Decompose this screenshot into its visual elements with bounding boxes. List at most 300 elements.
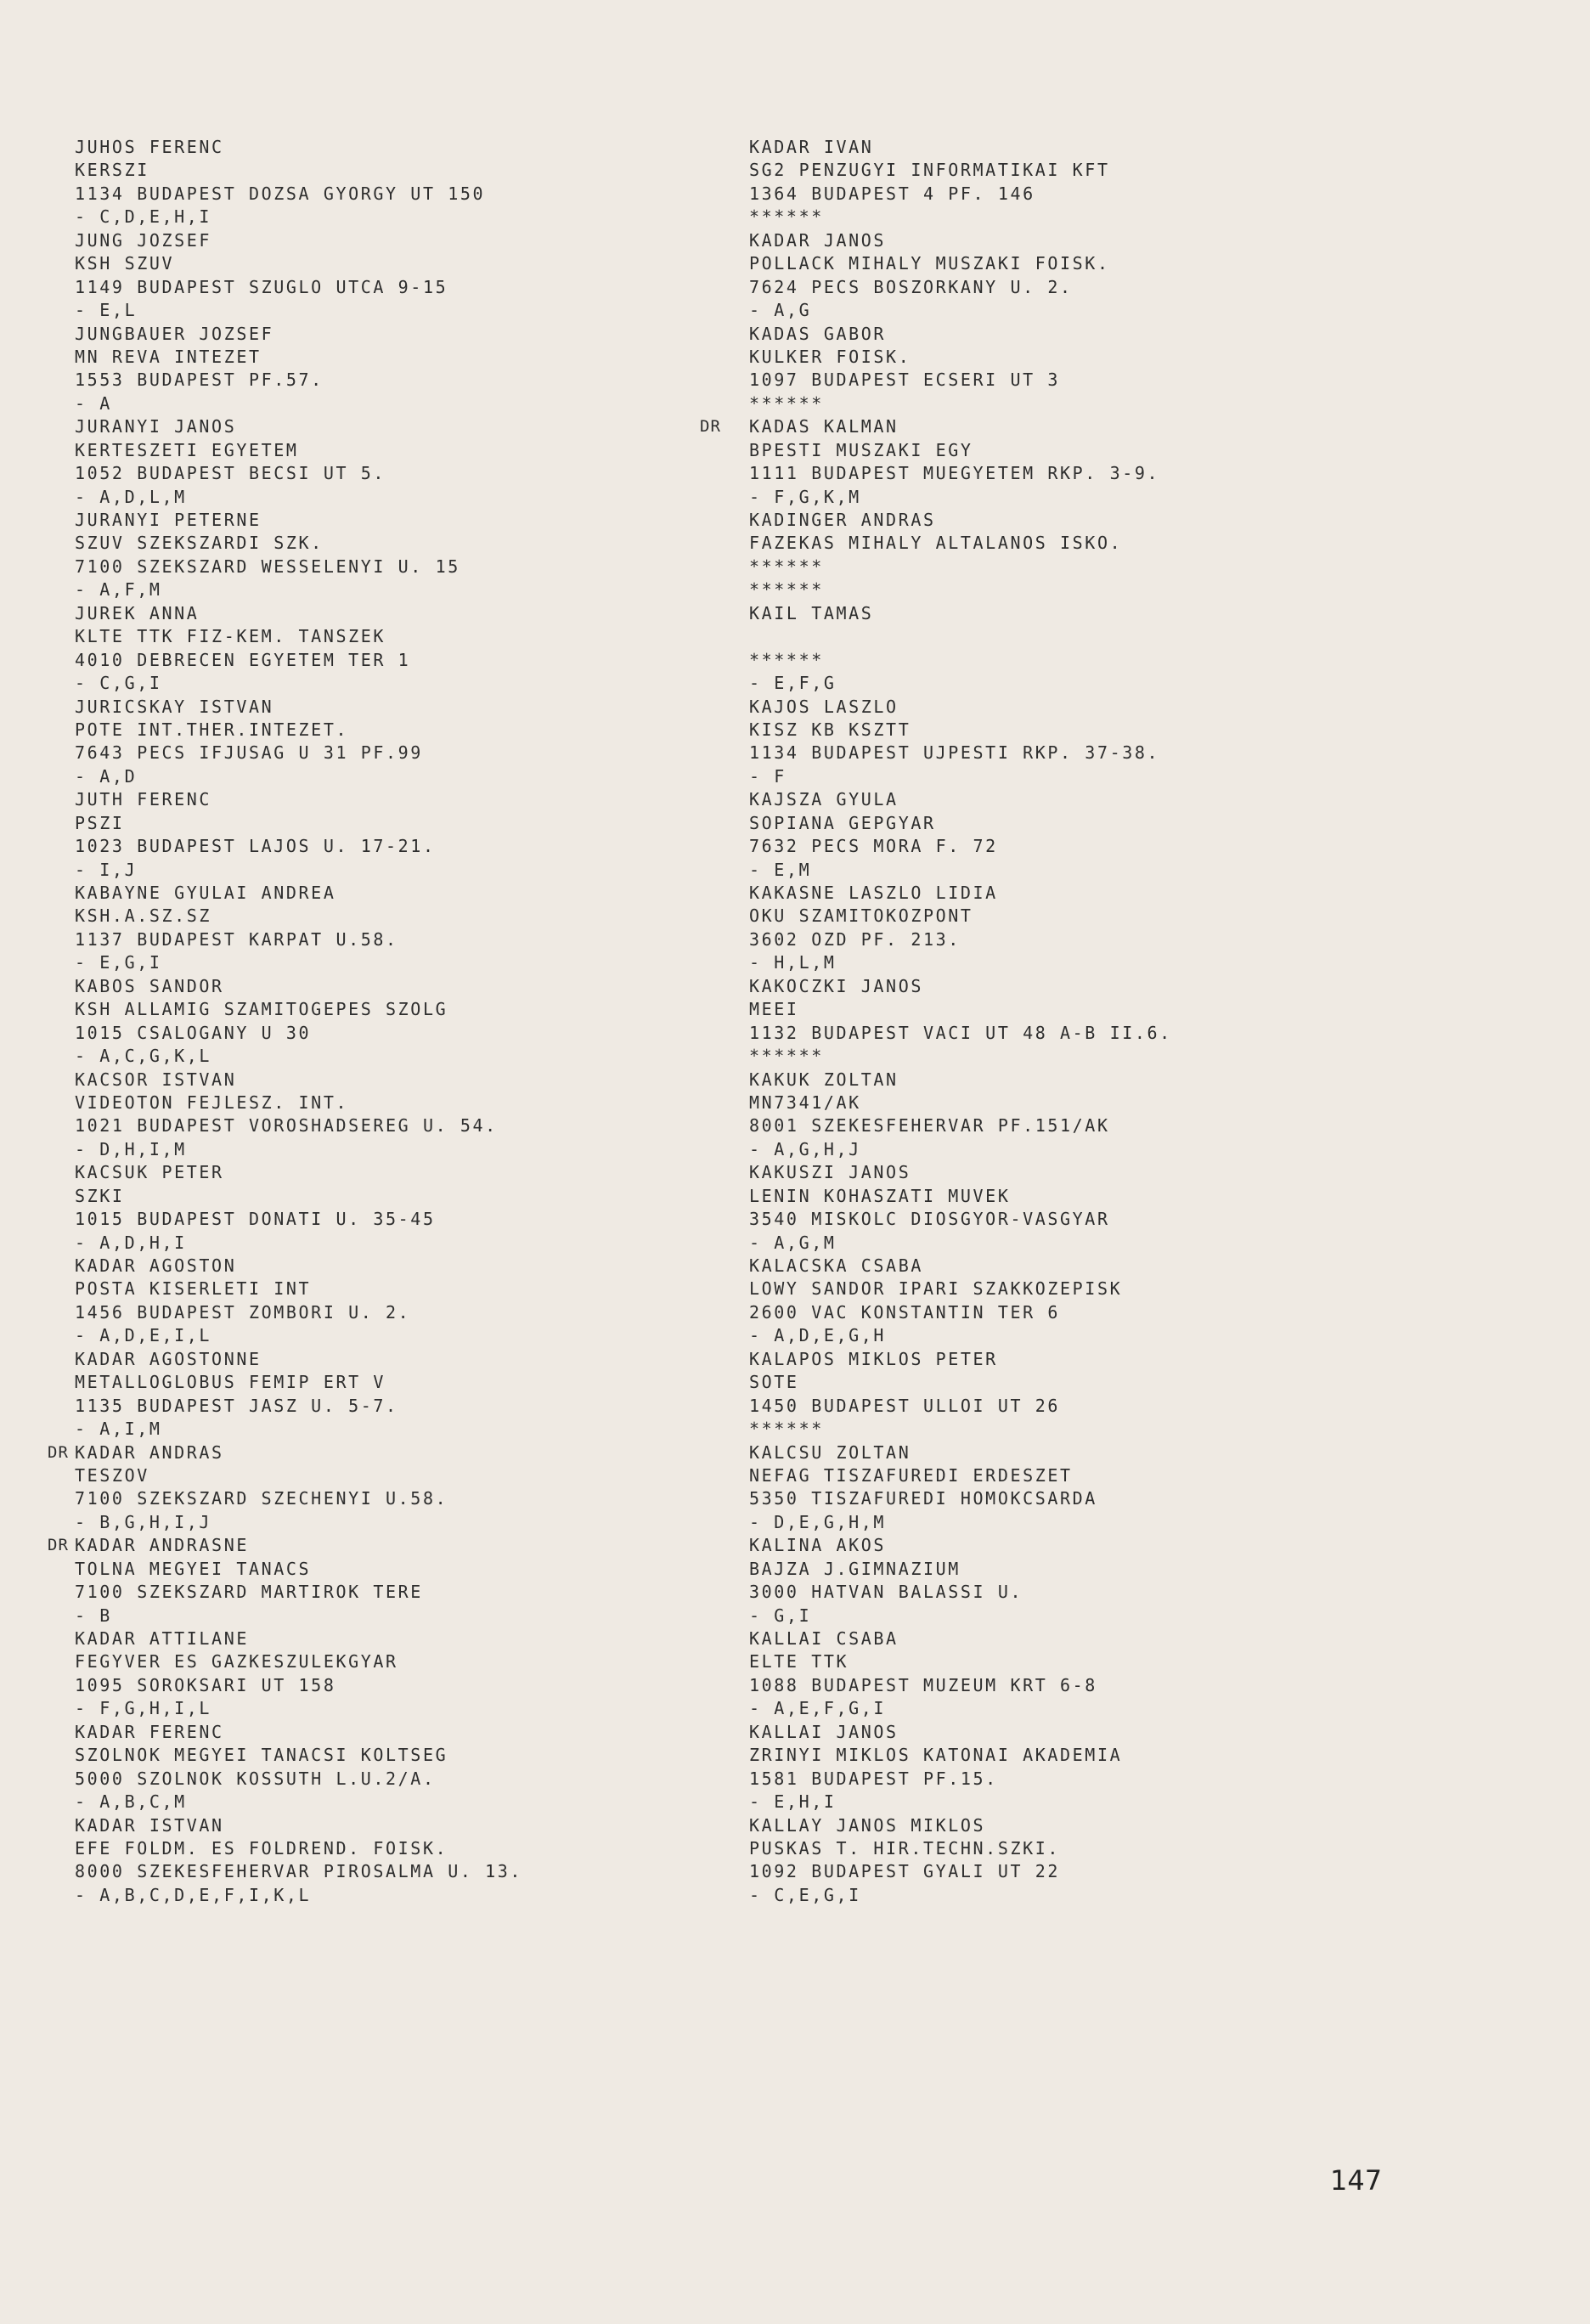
line-text: FEGYVER ES GAZKESZULEKGYAR (75, 1651, 398, 1672)
line-text: POSTA KISERLETI INT (75, 1278, 312, 1300)
line-text: KAKUK ZOLTAN (749, 1069, 899, 1090)
directory-line (75, 1161, 720, 1184)
directory-line (749, 975, 1395, 998)
line-text: JUTH FERENC (75, 789, 212, 810)
line-text: KALLAI CSABA (749, 1628, 899, 1649)
directory-line (749, 486, 1395, 509)
line-text: 1015 CSALOGANY U 30 (75, 1022, 312, 1043)
directory-line (749, 1464, 1395, 1487)
line-text: - E,H,I (749, 1791, 837, 1813)
line-text: - F,G,H,I,L (75, 1698, 212, 1719)
line-text: - G,I (749, 1605, 812, 1626)
directory-line (75, 1348, 720, 1371)
line-text: - E,G,I (75, 952, 162, 973)
directory-line (749, 602, 1395, 625)
line-text: - C,D,E,H,I (75, 206, 212, 228)
directory-line (749, 206, 1395, 228)
directory-line (75, 951, 720, 974)
line-text: FAZEKAS MIHALY ALTALANOS ISKO. (749, 533, 1123, 554)
line-text: SZKI (75, 1185, 125, 1206)
directory-line (749, 439, 1395, 462)
line-text: KALINA AKOS (749, 1535, 887, 1556)
line-text: KADAR ISTVAN (75, 1814, 224, 1836)
line-text: - A,C,G,K,L (75, 1046, 212, 1067)
directory-line (749, 1791, 1395, 1814)
line-text: 4010 DEBRECEN EGYETEM TER 1 (75, 649, 411, 670)
line-text: 3540 MISKOLC DIOSGYOR-VASGYAR (749, 1209, 1110, 1230)
line-text: KABAYNE GYULAI ANDREA (75, 883, 336, 903)
line-text: KADAR AGOSTON (75, 1255, 237, 1276)
line-text: 7100 SZEKSZARD MARTIROK TERE (75, 1582, 423, 1603)
directory-line (749, 859, 1395, 882)
directory-line (75, 276, 720, 299)
directory-line (749, 1395, 1395, 1418)
line-text: TESZOV (75, 1464, 149, 1486)
line-text: 1135 BUDAPEST JASZ U. 5-7. (75, 1395, 398, 1416)
directory-line (749, 532, 1395, 555)
directory-line (75, 905, 720, 928)
directory-line (75, 1558, 720, 1581)
directory-line (749, 462, 1395, 485)
directory-line (749, 183, 1395, 206)
directory-line (75, 1069, 720, 1091)
line-text: KERSZI (75, 160, 149, 181)
line-text: 1450 BUDAPEST ULLOI UT 26 (749, 1395, 1061, 1416)
line-text: - A,B,C,D,E,F,I,K,L (75, 1884, 312, 1905)
line-text: 5000 SZOLNOK KOSSUTH L.U.2/A. (75, 1768, 436, 1789)
directory-line (75, 206, 720, 228)
directory-line (75, 1650, 720, 1673)
line-text: 1088 BUDAPEST MUZEUM KRT 6-8 (749, 1674, 1097, 1695)
line-text: KADAR ATTILANE (75, 1628, 249, 1649)
directory-line (75, 1278, 720, 1300)
directory-line (75, 1674, 720, 1697)
directory-line (700, 415, 1395, 438)
directory-line (749, 1697, 1395, 1720)
line-text: 1021 BUDAPEST VOROSHADSEREG U. 54. (75, 1115, 498, 1137)
directory-line (75, 1022, 720, 1045)
line-text: - B,G,H,I,J (75, 1511, 212, 1532)
line-text: KALACSKA CSABA (749, 1255, 923, 1276)
line-text: BPESTI MUSZAKI EGY (749, 439, 973, 460)
line-text: 1581 BUDAPEST PF.15. (749, 1768, 998, 1789)
line-text: NEFAG TISZAFUREDI ERDESZET (749, 1464, 1073, 1486)
line-text: - E,M (749, 859, 812, 880)
directory-line (75, 1371, 720, 1394)
page-number: 147 (1330, 2164, 1383, 2197)
directory-line (75, 788, 720, 811)
directory-line (749, 1348, 1395, 1371)
directory-line (48, 1534, 720, 1557)
directory-line (75, 532, 720, 555)
directory-line (749, 672, 1395, 695)
line-text: 1023 BUDAPEST LAJOS U. 17-21. (75, 836, 436, 857)
line-text: KALLAY JANOS MIKLOS (749, 1814, 986, 1836)
directory-line (749, 951, 1395, 974)
left-column (48, 136, 720, 1907)
directory-line (749, 1255, 1395, 1278)
directory-line (749, 742, 1395, 764)
line-text: 8000 SZEKESFEHERVAR PIROSALMA U. 13. (75, 1861, 523, 1882)
directory-line (749, 578, 1395, 601)
line-text: KULKER FOISK. (749, 346, 911, 367)
line-text: - A,G,M (749, 1232, 837, 1253)
line-text: KADAR ANDRAS (75, 1441, 224, 1463)
line-text: 1364 BUDAPEST 4 PF. 146 (749, 183, 1035, 204)
line-text: 1052 BUDAPEST BECSI UT 5. (75, 463, 386, 484)
directory-line (749, 1441, 1395, 1464)
directory-line (75, 1138, 720, 1161)
directory-line (75, 928, 720, 951)
line-text: - A,D,H,I (75, 1232, 187, 1253)
line-text: 5350 TISZAFUREDI HOMOKCSARDA (749, 1488, 1097, 1509)
line-text: KADAR ANDRASNE (75, 1535, 249, 1556)
directory-line (75, 1860, 720, 1883)
line-text: ****** (749, 579, 824, 601)
directory-line (75, 1697, 720, 1720)
directory-line (749, 323, 1395, 346)
line-text: 1456 BUDAPEST ZOMBORI U. 2. (75, 1301, 411, 1323)
directory-line (749, 928, 1395, 951)
directory-line (749, 299, 1395, 322)
line-text: SG2 PENZUGYI INFORMATIKAI KFT (749, 160, 1110, 181)
line-text: 1149 BUDAPEST SZUGLO UTCA 9-15 (75, 276, 448, 297)
line-text: METALLOGLOBUS FEMIP ERT V (75, 1372, 386, 1393)
directory-line (75, 229, 720, 252)
directory-line (749, 1418, 1395, 1441)
directory-line (75, 1721, 720, 1744)
directory-line (75, 252, 720, 275)
directory-line (749, 1324, 1395, 1347)
directory-line (75, 1814, 720, 1837)
line-text: - B (75, 1605, 112, 1626)
directory-line (75, 159, 720, 182)
line-text: KAJOS LASZLO (749, 696, 899, 717)
line-text: - A,D (75, 765, 138, 787)
directory-line (749, 1487, 1395, 1510)
line-text: - F,G,K,M (749, 486, 861, 507)
line-text: ****** (749, 649, 824, 670)
directory-line (749, 1114, 1395, 1137)
line-text: 1134 BUDAPEST UJPESTI RKP. 37-38. (749, 742, 1160, 764)
right-column (700, 136, 1395, 1907)
directory-line (749, 1208, 1395, 1231)
directory-line (75, 859, 720, 882)
line-text: JUHOS FERENC (75, 137, 224, 157)
line-text: 1137 BUDAPEST KARPAT U.58. (75, 928, 398, 950)
directory-line (749, 346, 1395, 369)
directory-line (75, 323, 720, 346)
line-text: 3602 OZD PF. 213. (749, 928, 961, 950)
directory-line (749, 1022, 1395, 1045)
directory-line (75, 1301, 720, 1324)
directory-line (75, 1884, 720, 1907)
directory-line (749, 1301, 1395, 1324)
directory-line (75, 136, 720, 159)
line-text: ELTE TTK (749, 1651, 849, 1672)
directory-line (749, 835, 1395, 858)
directory-line (749, 1091, 1395, 1114)
directory-line (75, 602, 720, 625)
directory-line (749, 276, 1395, 299)
title-prefix: DR (700, 417, 721, 437)
line-text: - A,D,L,M (75, 486, 187, 507)
line-text: MEEI (749, 999, 799, 1020)
directory-line (75, 835, 720, 858)
directory-line (749, 1232, 1395, 1255)
directory-line (749, 1534, 1395, 1557)
line-text: ****** (749, 206, 824, 228)
directory-line (75, 765, 720, 788)
line-text: KISZ KB KSZTT (749, 719, 911, 740)
line-text: - C,E,G,I (749, 1884, 861, 1905)
directory-line (75, 369, 720, 392)
line-text: 7100 SZEKSZARD WESSELENYI U. 15 (75, 556, 460, 577)
directory-line (749, 998, 1395, 1021)
line-text: JUREK ANNA (75, 602, 200, 623)
directory-line (749, 556, 1395, 578)
directory-line (75, 719, 720, 742)
directory-line (75, 649, 720, 672)
directory-line (75, 1091, 720, 1114)
line-text: KADAS KALMAN (749, 416, 899, 437)
directory-line (75, 1418, 720, 1441)
line-text: - F (749, 765, 787, 787)
line-text: KAKUSZI JANOS (749, 1162, 911, 1183)
directory-line (75, 392, 720, 415)
directory-line (749, 1511, 1395, 1534)
directory-line (75, 882, 720, 905)
line-text: KADAR IVAN (749, 137, 874, 157)
line-text: MN REVA INTEZET (75, 346, 262, 367)
directory-line (749, 1161, 1395, 1184)
line-text: - A,E,F,G,I (749, 1698, 887, 1719)
line-text: - A,I,M (75, 1419, 162, 1440)
directory-line (75, 1791, 720, 1814)
directory-line (75, 1395, 720, 1418)
directory-line (749, 882, 1395, 905)
line-text: - D,H,I,M (75, 1138, 187, 1159)
directory-line (75, 742, 720, 764)
directory-line (75, 439, 720, 462)
directory-line (749, 765, 1395, 788)
directory-line (749, 1674, 1395, 1697)
directory-line (75, 1487, 720, 1510)
directory-line (749, 509, 1395, 532)
title-prefix: DR (48, 1442, 69, 1462)
directory-line (749, 1650, 1395, 1673)
line-text: - I,J (75, 859, 138, 880)
line-text: KAIL TAMAS (749, 602, 874, 623)
directory-line (75, 1464, 720, 1487)
line-text: KADINGER ANDRAS (749, 510, 936, 530)
line-text: POLLACK MIHALY MUSZAKI FOISK. (749, 253, 1110, 274)
line-text: SOPIANA GEPGYAR (749, 812, 936, 833)
line-text: - C,G,I (75, 673, 162, 694)
line-text: ****** (749, 1419, 824, 1440)
line-text: VIDEOTON FEJLESZ. INT. (75, 1091, 349, 1113)
directory-line (749, 1721, 1395, 1744)
line-text: 7632 PECS MORA F. 72 (749, 836, 998, 857)
line-text: KSH SZUV (75, 253, 175, 274)
line-text: ZRINYI MIKLOS KATONAI AKADEMIA (749, 1745, 1123, 1766)
line-text: - E,L (75, 300, 138, 321)
line-text: - A,B,C,M (75, 1791, 187, 1813)
line-text: - A,G,H,J (749, 1138, 861, 1159)
directory-line (75, 812, 720, 835)
line-text: - A,G (749, 300, 812, 321)
directory-line (749, 649, 1395, 672)
line-text: LOWY SANDOR IPARI SZAKKOZEPISK (749, 1278, 1123, 1300)
directory-line (75, 1208, 720, 1231)
line-text: KLTE TTK FIZ-KEM. TANSZEK (75, 626, 386, 647)
line-text: 8001 SZEKESFEHERVAR PF.151/AK (749, 1115, 1110, 1137)
directory-line (749, 1768, 1395, 1791)
directory-line (75, 1232, 720, 1255)
directory-line (75, 578, 720, 601)
line-text: - A,D,E,G,H (749, 1325, 887, 1346)
directory-line (749, 1371, 1395, 1394)
directory-line (75, 1627, 720, 1650)
directory-line (75, 1768, 720, 1791)
line-text: TOLNA MEGYEI TANACS (75, 1558, 312, 1579)
line-text: EFE FOLDM. ES FOLDREND. FOISK. (75, 1837, 448, 1859)
line-text: 7643 PECS IFJUSAG U 31 PF.99 (75, 742, 423, 764)
line-text: ****** (749, 556, 824, 577)
directory-line (749, 1605, 1395, 1627)
directory-line (749, 252, 1395, 275)
line-text: KAJSZA GYULA (749, 789, 899, 810)
line-text: 1097 BUDAPEST ECSERI UT 3 (749, 369, 1061, 391)
directory-line (749, 1278, 1395, 1300)
line-text: JUNG JOZSEF (75, 229, 212, 251)
line-text: KALAPOS MIKLOS PETER (749, 1348, 998, 1369)
directory-line (75, 183, 720, 206)
directory-line (75, 486, 720, 509)
line-text: 7100 SZEKSZARD SZECHENYI U.58. (75, 1488, 448, 1509)
directory-line (749, 229, 1395, 252)
line-text: SZOLNOK MEGYEI TANACSI KOLTSEG (75, 1745, 448, 1766)
directory-line (749, 1837, 1395, 1860)
line-text: SZUV SZEKSZARDI SZK. (75, 533, 324, 554)
line-text: OKU SZAMITOKOZPONT (749, 905, 973, 927)
line-text: 1134 BUDAPEST DOZSA GYORGY UT 150 (75, 183, 486, 204)
directory-line (749, 369, 1395, 392)
line-text: 1095 SOROKSARI UT 158 (75, 1674, 336, 1695)
directory-line (749, 1138, 1395, 1161)
line-text: LENIN KOHASZATI MUVEK (749, 1185, 1011, 1206)
line-text: - E,F,G (749, 673, 837, 694)
line-text: KADAR FERENC (75, 1721, 224, 1742)
line-text: KADAR AGOSTONNE (75, 1348, 262, 1369)
line-text: KACSOR ISTVAN (75, 1069, 237, 1090)
directory-line (75, 1837, 720, 1860)
directory-line (749, 1744, 1395, 1767)
directory-line (749, 1045, 1395, 1068)
line-text: PSZI (75, 812, 125, 833)
directory-line (749, 1814, 1395, 1837)
directory-line (75, 998, 720, 1021)
line-text: KSH.A.SZ.SZ (75, 905, 212, 927)
line-text: KSH ALLAMIG SZAMITOGEPES SZOLG (75, 999, 448, 1020)
line-text: JURANYI PETERNE (75, 510, 262, 530)
directory-line (75, 1114, 720, 1137)
directory-line (749, 159, 1395, 182)
line-text: PUSKAS T. HIR.TECHN.SZKI. (749, 1837, 1061, 1859)
directory-line (75, 672, 720, 695)
line-text: 7624 PECS BOSZORKANY U. 2. (749, 276, 1073, 297)
title-prefix: DR (48, 1536, 69, 1555)
line-text: - A,F,M (75, 579, 162, 601)
directory-line (75, 462, 720, 485)
line-text: 1092 BUDAPEST GYALI UT 22 (749, 1861, 1061, 1882)
directory-line (749, 1860, 1395, 1883)
line-text: KADAR JANOS (749, 229, 887, 251)
directory-line (75, 975, 720, 998)
directory-line (749, 136, 1395, 159)
directory-line (749, 812, 1395, 835)
line-text: JURANYI JANOS (75, 416, 237, 437)
line-text: KABOS SANDOR (75, 975, 224, 996)
directory-line (749, 625, 1395, 648)
directory-line (75, 1511, 720, 1534)
line-text: KADAS GABOR (749, 323, 887, 344)
line-text: MN7341/AK (749, 1091, 861, 1113)
directory-line (75, 696, 720, 719)
line-text: 1132 BUDAPEST VACI UT 48 A-B II.6. (749, 1022, 1172, 1043)
directory-line (749, 1627, 1395, 1650)
line-text: ****** (749, 1046, 824, 1067)
line-text: - A (75, 392, 112, 414)
line-text: 1015 BUDAPEST DONATI U. 35-45 (75, 1209, 436, 1230)
directory-line (749, 905, 1395, 928)
line-text: 2600 VAC KONSTANTIN TER 6 (749, 1301, 1061, 1323)
line-text: JUNGBAUER JOZSEF (75, 323, 274, 344)
directory-line (749, 1884, 1395, 1907)
directory-line (75, 509, 720, 532)
directory-line (75, 299, 720, 322)
line-text: KALCSU ZOLTAN (749, 1441, 911, 1463)
directory-line (749, 1069, 1395, 1091)
line-text: KAKOCZKI JANOS (749, 975, 923, 996)
directory-line (75, 1255, 720, 1278)
directory-line (75, 1581, 720, 1604)
directory-line (75, 625, 720, 648)
directory-line (75, 1744, 720, 1767)
directory-line (749, 719, 1395, 742)
directory-line (749, 392, 1395, 415)
line-text: 3000 HATVAN BALASSI U. (749, 1582, 1023, 1603)
directory-line (749, 696, 1395, 719)
line-text: ****** (749, 392, 824, 414)
directory-line (749, 788, 1395, 811)
directory-line (75, 415, 720, 438)
line-text: KACSUK PETER (75, 1162, 224, 1183)
directory-line (75, 1045, 720, 1068)
line-text: 1111 BUDAPEST MUEGYETEM RKP. 3-9. (749, 463, 1160, 484)
line-text: POTE INT.THER.INTEZET. (75, 719, 349, 740)
directory-line (75, 1185, 720, 1208)
directory-line (48, 1441, 720, 1464)
line-text: - D,E,G,H,M (749, 1511, 887, 1532)
line-text: - A,D,E,I,L (75, 1325, 212, 1346)
directory-line (749, 1185, 1395, 1208)
directory-line (75, 556, 720, 578)
line-text: KERTESZETI EGYETEM (75, 439, 299, 460)
line-text: 1553 BUDAPEST PF.57. (75, 369, 324, 391)
directory-line (75, 1605, 720, 1627)
line-text: SOTE (749, 1372, 799, 1393)
